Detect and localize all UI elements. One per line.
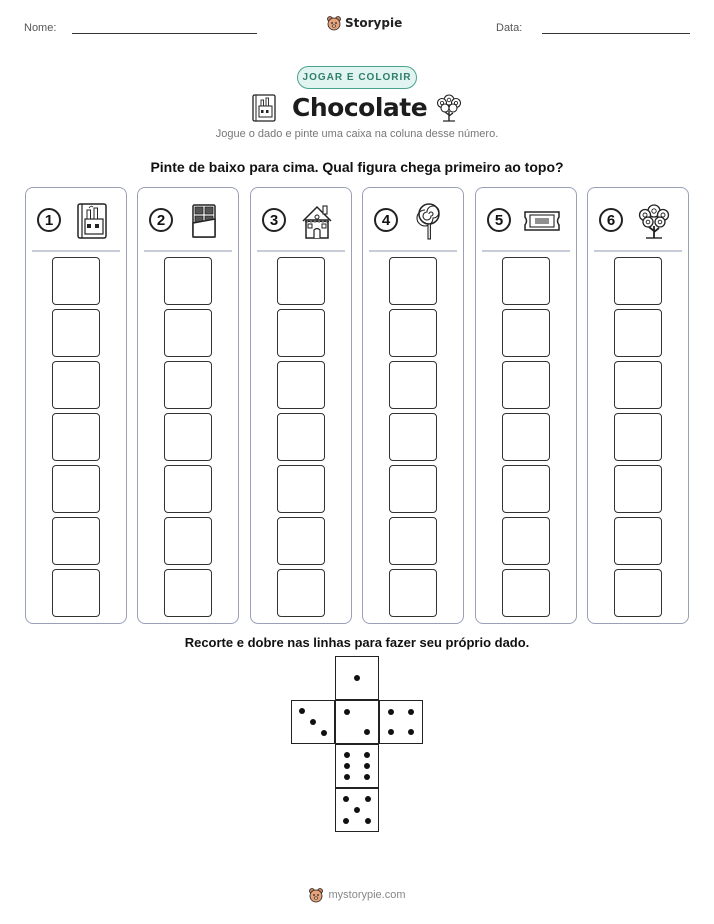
die-face-6 (335, 744, 379, 788)
color-box[interactable] (164, 517, 212, 565)
column-divider (369, 250, 457, 252)
color-box[interactable] (164, 413, 212, 461)
die-pip (364, 774, 370, 780)
die-pip (364, 752, 370, 758)
game-instruction: Pinte de baixo para cima. Qual figura chega primeiro ao topo? (150, 159, 564, 175)
color-box[interactable] (164, 465, 212, 513)
color-box[interactable] (502, 465, 550, 513)
color-box[interactable] (614, 465, 662, 513)
column-number: 2 (149, 208, 173, 232)
bear-face-icon (326, 15, 342, 31)
subtitle: Jogue o dado e pinte uma caixa na coluna desse número. (215, 128, 499, 140)
game-column-4 (362, 187, 464, 624)
color-box[interactable] (389, 309, 437, 357)
color-box[interactable] (277, 309, 325, 357)
column-number: 5 (487, 208, 511, 232)
die-face-5 (335, 788, 379, 832)
game-column-2 (137, 187, 239, 624)
die-pip (365, 818, 371, 824)
die-pip (354, 675, 360, 681)
color-box[interactable] (164, 361, 212, 409)
color-box[interactable] (52, 465, 100, 513)
color-box[interactable] (502, 309, 550, 357)
chocolate-bar-icon (184, 201, 224, 241)
color-box[interactable] (52, 309, 100, 357)
die-pip (354, 807, 360, 813)
color-box[interactable] (389, 465, 437, 513)
color-box[interactable] (614, 361, 662, 409)
color-box[interactable] (52, 517, 100, 565)
color-box[interactable] (52, 413, 100, 461)
color-box[interactable] (614, 517, 662, 565)
factory-book-icon (72, 201, 112, 241)
die-pip (344, 763, 350, 769)
bear-face-icon (308, 887, 324, 903)
column-number: 4 (374, 208, 398, 232)
cut-instruction: Recorte e dobre nas linhas para fazer seu próprio dado. (184, 635, 530, 650)
color-box[interactable] (52, 361, 100, 409)
color-box[interactable] (502, 257, 550, 305)
brand-logo (326, 14, 402, 32)
column-number: 3 (262, 208, 286, 232)
color-box[interactable] (614, 569, 662, 617)
die-pip (365, 796, 371, 802)
color-box[interactable] (502, 517, 550, 565)
game-column-1 (25, 187, 127, 624)
color-box[interactable] (52, 569, 100, 617)
die-pip (344, 752, 350, 758)
category-badge: JOGAR E COLORIR (297, 66, 417, 89)
die-face-4 (379, 700, 423, 744)
candy-tree-icon (634, 201, 674, 241)
worksheet-header (0, 14, 714, 44)
die-pip (388, 729, 394, 735)
column-number: 1 (37, 208, 61, 232)
title-row (0, 90, 714, 126)
color-box[interactable] (389, 517, 437, 565)
color-box[interactable] (277, 361, 325, 409)
column-divider (144, 250, 232, 252)
column-number: 6 (599, 208, 623, 232)
column-divider (257, 250, 345, 252)
die-pip (364, 729, 370, 735)
color-box[interactable] (277, 569, 325, 617)
die-face-3 (291, 700, 335, 744)
die-pip (343, 818, 349, 824)
game-column-5 (475, 187, 577, 624)
color-box[interactable] (389, 257, 437, 305)
die-pip (408, 729, 414, 735)
factory-book-icon (250, 93, 278, 123)
game-column-3 (250, 187, 352, 624)
column-header (363, 188, 463, 251)
die-pip (343, 796, 349, 802)
color-box[interactable] (277, 413, 325, 461)
date-label: Data: (496, 22, 523, 34)
die-pip (310, 719, 316, 725)
column-divider (32, 250, 120, 252)
name-label: Nome: (24, 22, 57, 34)
die-pip (344, 709, 350, 715)
name-field-line[interactable] (72, 33, 257, 34)
page-title: Chocolate (292, 93, 428, 122)
column-header (26, 188, 126, 251)
gingerbread-house-icon (297, 201, 337, 241)
column-header (588, 188, 688, 251)
color-box[interactable] (277, 465, 325, 513)
date-field-line[interactable] (542, 33, 690, 34)
color-box[interactable] (389, 413, 437, 461)
column-header (138, 188, 238, 251)
footer-website: mystorypie.com (328, 889, 406, 901)
die-pip (364, 763, 370, 769)
color-box[interactable] (164, 569, 212, 617)
color-box[interactable] (502, 413, 550, 461)
color-box[interactable] (164, 257, 212, 305)
column-header (251, 188, 351, 251)
candy-tree-icon (434, 91, 464, 123)
color-box[interactable] (277, 517, 325, 565)
color-box[interactable] (614, 257, 662, 305)
color-box[interactable] (389, 361, 437, 409)
color-box[interactable] (277, 257, 325, 305)
footer (0, 884, 714, 906)
die-pip (344, 774, 350, 780)
golden-ticket-icon (522, 201, 562, 241)
brand-name: Storypie (345, 16, 403, 30)
color-box[interactable] (502, 361, 550, 409)
die-pip (408, 709, 414, 715)
color-box[interactable] (389, 569, 437, 617)
lollipop-icon (409, 201, 449, 241)
color-box[interactable] (52, 257, 100, 305)
die-face-1 (335, 656, 379, 700)
die-pip (321, 730, 327, 736)
color-box[interactable] (164, 309, 212, 357)
color-box[interactable] (502, 569, 550, 617)
game-column-6 (587, 187, 689, 624)
column-header (476, 188, 576, 251)
column-divider (594, 250, 682, 252)
color-box[interactable] (614, 413, 662, 461)
die-pip (299, 708, 305, 714)
column-divider (482, 250, 570, 252)
die-pip (388, 709, 394, 715)
die-face-2 (335, 700, 379, 744)
color-box[interactable] (614, 309, 662, 357)
